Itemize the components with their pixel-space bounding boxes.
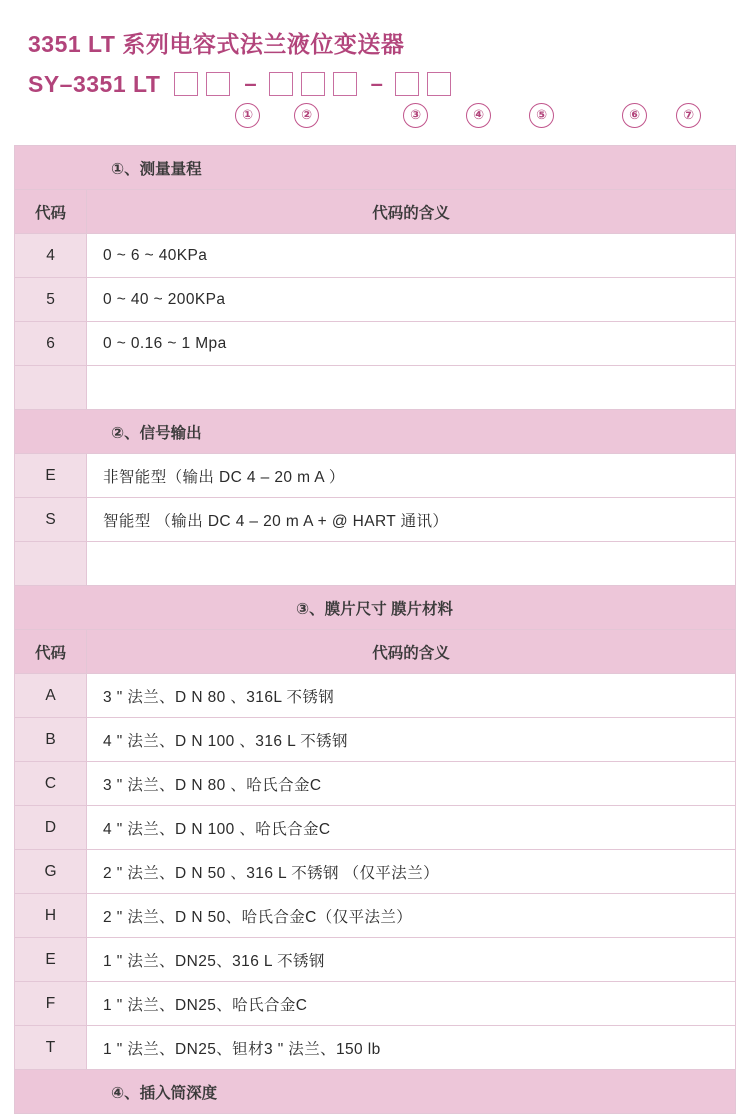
spacer-row bbox=[15, 366, 736, 410]
row-code: C bbox=[15, 762, 87, 806]
section-2-title bbox=[15, 410, 736, 454]
row-code: 5 bbox=[15, 278, 87, 322]
spacer-cell-meaning bbox=[87, 366, 736, 410]
section-2-title-row bbox=[15, 410, 736, 454]
row-code: G bbox=[15, 850, 87, 894]
row-code: 4 bbox=[15, 234, 87, 278]
page-title: 3351 LT 系列电容式法兰液位变送器 bbox=[28, 31, 405, 57]
section-1-header-row bbox=[15, 190, 736, 234]
table-row bbox=[15, 498, 736, 542]
section-3-title bbox=[15, 586, 736, 630]
table-row bbox=[15, 234, 736, 278]
code-box-6 bbox=[395, 72, 419, 96]
code-box-4 bbox=[301, 72, 325, 96]
table-row bbox=[15, 1026, 736, 1070]
model-dash-2: – bbox=[370, 71, 383, 96]
row-code: A bbox=[15, 674, 87, 718]
model-prefix: SY–3351 LT bbox=[28, 70, 161, 97]
table-row bbox=[15, 674, 736, 718]
column-header-meaning: 代码的含义 bbox=[87, 190, 736, 234]
circled-number-3: ③ bbox=[403, 103, 428, 128]
specification-table bbox=[14, 145, 736, 1114]
row-meaning: 1 " 法兰、DN25、316 L 不锈钢 bbox=[87, 938, 736, 982]
row-meaning: 2 " 法兰、D N 50 、316 L 不锈钢 （仅平法兰） bbox=[87, 850, 736, 894]
section-1-title-row bbox=[15, 146, 736, 190]
row-meaning: 4 " 法兰、D N 100 、316 L 不锈钢 bbox=[87, 718, 736, 762]
section-4-title-row bbox=[15, 1070, 736, 1114]
section-1-title-text: ①、测量量程 bbox=[111, 160, 202, 178]
table-row bbox=[15, 982, 736, 1026]
section-3-title-row bbox=[15, 586, 736, 630]
row-meaning: 非智能型（输出 DC 4 – 20 m A ） bbox=[87, 454, 736, 498]
circled-number-5: ⑤ bbox=[529, 103, 554, 128]
section-4-title bbox=[15, 1070, 736, 1114]
row-meaning: 4 " 法兰、D N 100 、哈氏合金C bbox=[87, 806, 736, 850]
row-code: S bbox=[15, 498, 87, 542]
column-header-meaning: 代码的含义 bbox=[87, 630, 736, 674]
row-meaning: 智能型 （输出 DC 4 – 20 m A + @ HART 通讯） bbox=[87, 498, 736, 542]
row-meaning: 3 " 法兰、D N 80 、316L 不锈钢 bbox=[87, 674, 736, 718]
model-dash-1: – bbox=[244, 71, 257, 96]
table-row bbox=[15, 938, 736, 982]
circled-number-1: ① bbox=[235, 103, 260, 128]
row-code: E bbox=[15, 938, 87, 982]
row-meaning: 0 ~ 0.16 ~ 1 Mpa bbox=[87, 322, 736, 366]
spacer-row bbox=[15, 542, 736, 586]
section-3-title-text: ③、膜片尺寸 膜片材料 bbox=[296, 600, 453, 618]
table-row bbox=[15, 454, 736, 498]
row-meaning: 2 " 法兰、D N 50、哈氏合金C（仅平法兰） bbox=[87, 894, 736, 938]
circled-number-4: ④ bbox=[466, 103, 491, 128]
row-code: H bbox=[15, 894, 87, 938]
code-box-1 bbox=[174, 72, 198, 96]
code-box-2 bbox=[206, 72, 230, 96]
row-code: B bbox=[15, 718, 87, 762]
code-box-5 bbox=[333, 72, 357, 96]
table-row bbox=[15, 278, 736, 322]
table-row bbox=[15, 894, 736, 938]
circled-number-7: ⑦ bbox=[676, 103, 701, 128]
table-row bbox=[15, 718, 736, 762]
table-row bbox=[15, 762, 736, 806]
spacer-cell-code bbox=[15, 366, 87, 410]
row-meaning: 0 ~ 6 ~ 40KPa bbox=[87, 234, 736, 278]
row-code: F bbox=[15, 982, 87, 1026]
column-header-code: 代码 bbox=[15, 190, 87, 234]
row-meaning: 1 " 法兰、DN25、钽材3 " 法兰、150 lb bbox=[87, 1026, 736, 1070]
table-row bbox=[15, 806, 736, 850]
code-box-3 bbox=[269, 72, 293, 96]
table-row bbox=[15, 322, 736, 366]
section-4-title-text: ④、插入筒深度 bbox=[111, 1084, 218, 1102]
row-meaning: 3 " 法兰、D N 80 、哈氏合金C bbox=[87, 762, 736, 806]
row-code: E bbox=[15, 454, 87, 498]
column-header-code: 代码 bbox=[15, 630, 87, 674]
code-box-7 bbox=[427, 72, 451, 96]
section-1-title bbox=[15, 146, 736, 190]
model-code-line bbox=[14, 59, 736, 103]
spacer-cell-code bbox=[15, 542, 87, 586]
circled-number-row bbox=[14, 103, 736, 137]
spacer-cell-meaning bbox=[87, 542, 736, 586]
row-meaning: 1 " 法兰、DN25、哈氏合金C bbox=[87, 982, 736, 1026]
row-meaning: 0 ~ 40 ~ 200KPa bbox=[87, 278, 736, 322]
circled-number-6: ⑥ bbox=[622, 103, 647, 128]
section-2-title-text: ②、信号输出 bbox=[111, 424, 202, 442]
row-code: 6 bbox=[15, 322, 87, 366]
row-code: T bbox=[15, 1026, 87, 1070]
circled-number-2: ② bbox=[294, 103, 319, 128]
section-3-header-row bbox=[15, 630, 736, 674]
table-row bbox=[15, 850, 736, 894]
row-code: D bbox=[15, 806, 87, 850]
